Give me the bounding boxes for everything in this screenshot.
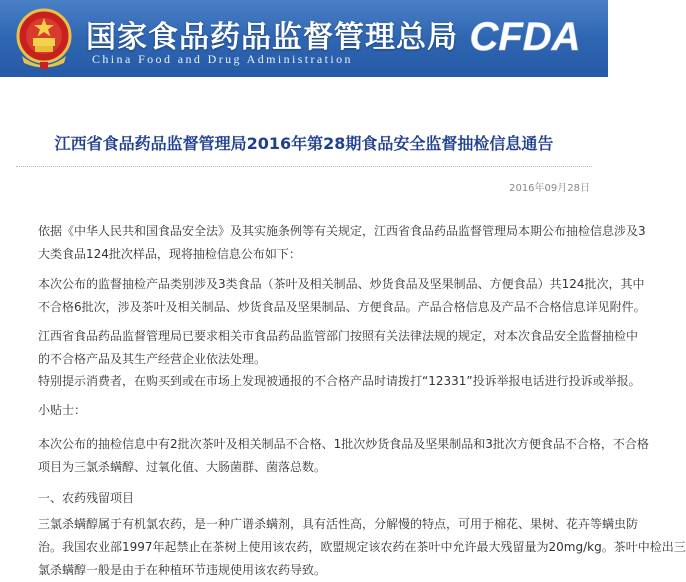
paragraph-pesticide [38, 513, 686, 582]
paragraph-basis [38, 220, 646, 266]
paragraph-line: 大类食品124批次样品，现将抽检信息公布如下： [38, 247, 301, 261]
paragraph-line: 三氯杀螨醇属于有机氯农药，是一种广谱杀螨剂，具有活性高，分解慢的特点，可用于棉花、果树、花卉等螨虫防 [38, 517, 639, 531]
cfda-logo-text: CFDA [469, 15, 581, 59]
header-banner [0, 0, 608, 77]
paragraph-line: 治。我国农业部1997年起禁止在茶树上使用该农药，欧盟规定该农药在茶叶中允许最大残留量为20mg/kg。茶叶中检出三 [38, 540, 686, 554]
publish-date: 2016年09月28日 [509, 183, 590, 194]
tips-heading [38, 399, 590, 422]
paragraph-line: 依据《中华人民共和国食品安全法》及其实施条例等有关规定，江西省食品药品监督管理局本期公布抽检信息涉及3 [38, 224, 646, 238]
paragraph-consumer-notice [38, 370, 641, 393]
cfda-logo [450, 14, 600, 58]
paragraph-line: 本次公布的监督抽检产品类别涉及3类食品（茶叶及相关制品、炒货食品及坚果制品、方便食品）共124批次，其中 [38, 277, 645, 291]
paragraph-tips [38, 433, 649, 479]
agency-name-en: China Food and Drug Administration [92, 52, 353, 66]
paragraph-scope [38, 273, 646, 319]
article-title: 江西省食品药品监督管理局2016年第28期食品安全监督抽检信息通告 [54, 134, 554, 153]
paragraph-line: 小贴士： [38, 403, 87, 417]
paragraph-line: 一、农药残留项目 [38, 491, 135, 505]
paragraph-line: 不合格6批次，涉及茶叶及相关制品、炒货食品及坚果制品、方便食品。产品合格信息及产品不合格信息详见附件。 [38, 300, 646, 314]
paragraph-line: 本次公布的抽检信息中有2批次茶叶及相关制品不合格、1批次炒货食品及坚果制品和3批次方便食品不合格，不合格 [38, 437, 649, 451]
paragraph-handling [38, 325, 639, 371]
paragraph-line: 特别提示消费者，在购买到或在市场上发现被通报的不合格产品时请拨打“12331”投诉举报电话进行投诉或举报。 [38, 374, 641, 388]
national-emblem-icon [16, 8, 72, 70]
paragraph-line: 的不合格产品及其生产经营企业依法处理。 [38, 352, 267, 366]
title-divider [16, 166, 592, 167]
paragraph-line: 项目为三氯杀螨醇、过氧化值、大肠菌群、菌落总数。 [38, 460, 327, 474]
agency-name-cn: 国家食品药品监督管理总局 [86, 20, 458, 55]
paragraph-line: 江西省食品药品监督管理局已要求相关市食品药品监管部门按照有关法律法规的规定，对本次食品安全监督抽检中 [38, 329, 639, 343]
section-heading-pesticide [38, 487, 590, 510]
paragraph-line: 氯杀螨醇一般是由于在种植环节违规使用该农药导致。 [38, 563, 327, 577]
